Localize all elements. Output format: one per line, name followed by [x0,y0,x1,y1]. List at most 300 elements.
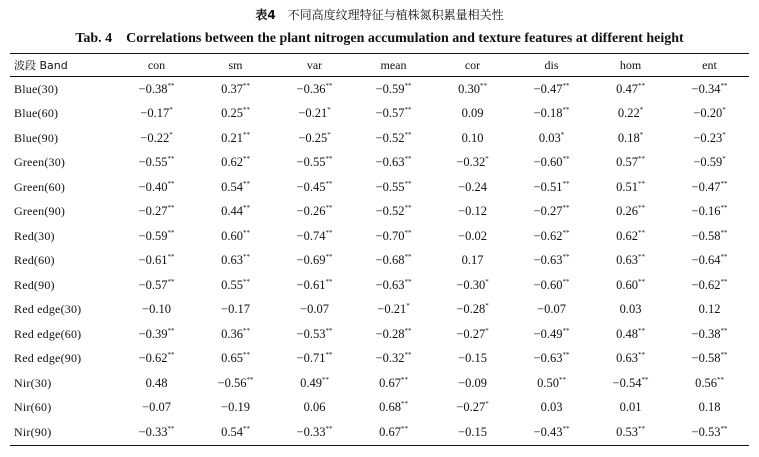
cell-con [117,396,196,421]
cell-ent [670,126,749,151]
column-header-band: 波段 Band [14,59,68,72]
significance-mark: ** [404,204,412,213]
cell-value: 0.03 [538,130,561,145]
cell-value: 0.17 [461,253,484,268]
significance-mark: ** [400,400,408,409]
cell-hom [591,77,670,102]
cell-value: −0.20 [693,106,723,121]
cell-sm [196,77,275,102]
cell-value: −0.43 [533,424,563,439]
cell-value: −0.34 [691,81,721,96]
significance-mark: ** [562,228,570,237]
cell-value: −0.69 [296,253,326,268]
cell-var [275,102,354,127]
cell-value: 0.65 [221,351,243,366]
column-header-sm: sm [228,57,243,72]
cell-value: −0.51 [533,179,563,194]
cell-value: −0.57 [138,277,168,292]
cell-dis [512,224,591,249]
cell-value: −0.30 [456,277,486,292]
significance-mark: ** [242,179,250,188]
cell-cor [433,396,512,421]
significance-mark: ** [167,351,175,360]
cell-value: −0.47 [533,81,563,96]
cell-value: −0.47 [691,179,721,194]
cell-value: 0.06 [303,400,326,415]
cell-value: −0.27 [456,326,486,341]
cell-value: −0.33 [138,424,168,439]
table-row [10,322,749,347]
significance-mark: ** [637,228,645,237]
cell-value: 0.53 [616,424,638,439]
cell-con [117,200,196,225]
cell-ent [670,224,749,249]
cell-ent [670,396,749,421]
cell-value: −0.54 [612,375,642,390]
cell-value: 0.62 [616,228,638,243]
cell-var [275,371,354,396]
cell-value: −0.52 [375,130,405,145]
cell-value: −0.59 [693,155,723,170]
significance-mark: ** [641,375,649,384]
cell-value: 0.22 [617,106,640,121]
cell-value: 0.63 [221,253,243,268]
table-row [10,151,749,176]
significance-mark: ** [562,155,570,164]
cell-dis [512,249,591,274]
cell-cor [433,249,512,274]
significance-mark: ** [325,204,333,213]
significance-mark: * [639,130,644,139]
significance-mark: ** [637,81,645,90]
cell-dis [512,420,591,445]
cell-value: 0.50 [537,375,559,390]
significance-mark: ** [404,253,412,262]
significance-mark: ** [720,179,728,188]
cell-value: 0.18 [698,400,721,415]
cell-value: −0.32 [456,155,486,170]
cell-value: 0.68 [379,400,401,415]
cell-cor [433,371,512,396]
correlation-table [10,53,749,446]
cell-con [117,298,196,323]
cell-dis [512,175,591,200]
significance-mark: * [722,130,726,139]
cell-value: −0.17 [140,106,170,121]
cell-value: 0.18 [617,130,640,145]
cell-hom [591,151,670,176]
table-number-cn: 表4 [255,8,276,22]
cell-value: −0.60 [533,277,563,292]
cell-value: 0.49 [300,375,322,390]
cell-value: 0.44 [221,204,243,219]
cell-value: −0.52 [375,204,405,219]
cell-value: −0.64 [691,253,721,268]
table-row [10,102,749,127]
cell-value: −0.59 [375,81,405,96]
cell-value: 0.10 [461,130,484,145]
significance-mark: ** [167,277,175,286]
significance-mark: ** [167,155,175,164]
cell-value: −0.25 [298,130,328,145]
cell-value: −0.36 [296,81,326,96]
row-band-label: Nir(90) [14,424,52,439]
cell-value: 0.01 [619,400,642,415]
cell-value: −0.60 [533,155,563,170]
significance-mark: ** [404,130,412,139]
table-caption-cn: 不同高度纹理特征与植株氮积累量相关性 [287,8,504,22]
cell-value: −0.02 [458,228,487,243]
cell-value: 0.63 [616,351,638,366]
cell-dis [512,102,591,127]
table-header-row [10,54,749,77]
cell-var [275,175,354,200]
significance-mark: ** [716,375,724,384]
significance-mark: ** [720,351,728,360]
cell-mean [354,322,433,347]
cell-var [275,396,354,421]
column-header-cor: cor [464,57,481,72]
row-band-label: Red edge(60) [14,326,82,341]
row-band-label: Red edge(30) [14,302,82,317]
cell-mean [354,77,433,102]
significance-mark: * [560,130,565,139]
table-title-chinese [0,7,759,23]
column-header-con: con [147,57,166,72]
cell-ent [670,77,749,102]
cell-value: −0.56 [217,375,247,390]
cell-var [275,322,354,347]
cell-value: −0.19 [221,400,250,415]
significance-mark: ** [167,253,175,262]
significance-mark: ** [637,424,645,433]
table-row [10,249,749,274]
cell-value: 0.03 [619,302,642,317]
cell-value: −0.74 [296,228,326,243]
significance-mark: ** [242,204,250,213]
cell-hom [591,102,670,127]
cell-value: 0.12 [698,302,721,317]
significance-mark: ** [404,326,412,335]
table-row [10,420,749,445]
cell-value: −0.15 [458,424,487,439]
cell-con [117,273,196,298]
cell-cor [433,420,512,445]
cell-dis [512,396,591,421]
cell-value: −0.33 [296,424,326,439]
cell-ent [670,200,749,225]
cell-mean [354,126,433,151]
cell-value: −0.49 [533,326,563,341]
table-row [10,77,749,102]
cell-value: −0.27 [456,400,486,415]
significance-mark: * [169,106,173,115]
significance-mark: * [327,106,331,115]
cell-mean [354,396,433,421]
cell-value: −0.21 [377,302,407,317]
cell-mean [354,175,433,200]
cell-hom [591,347,670,372]
cell-value: −0.12 [458,204,487,219]
significance-mark: ** [404,81,412,90]
significance-mark: ** [637,179,645,188]
significance-mark: * [722,155,726,164]
cell-value: 0.54 [221,424,243,439]
cell-cor [433,273,512,298]
cell-value: 0.48 [616,326,638,341]
cell-con [117,249,196,274]
column-header-dis: dis [544,57,559,72]
cell-value: −0.38 [138,81,168,96]
row-band-label: Green(30) [14,155,66,170]
cell-mean [354,371,433,396]
row-band-label: Nir(30) [14,375,52,390]
cell-value: −0.59 [138,228,168,243]
cell-var [275,224,354,249]
cell-value: 0.25 [221,106,243,121]
significance-mark: ** [167,81,175,90]
cell-hom [591,396,670,421]
cell-mean [354,151,433,176]
cell-hom [591,298,670,323]
cell-value: −0.17 [221,302,250,317]
cell-value: −0.18 [533,106,563,121]
cell-value: −0.07 [142,400,171,415]
significance-mark: * [485,326,489,335]
cell-value: 0.56 [695,375,717,390]
cell-con [117,371,196,396]
cell-sm [196,151,275,176]
cell-con [117,151,196,176]
table-number-en: Tab. 4 [75,31,113,46]
cell-ent [670,151,749,176]
column-header-ent: ent [702,57,717,72]
significance-mark: ** [637,326,645,335]
table-row [10,224,749,249]
cell-value: −0.62 [533,228,563,243]
cell-mean [354,347,433,372]
cell-con [117,224,196,249]
cell-value: −0.24 [458,179,487,194]
cell-value: 0.63 [616,253,638,268]
cell-value: −0.10 [142,302,171,317]
cell-value: −0.55 [375,179,405,194]
significance-mark: ** [404,277,412,286]
table-row [10,126,749,151]
cell-dis [512,273,591,298]
cell-value: 0.60 [616,277,638,292]
table-row [10,371,749,396]
significance-mark: ** [242,106,250,115]
significance-mark: ** [637,155,645,164]
cell-value: −0.45 [296,179,326,194]
significance-mark: ** [562,253,570,262]
significance-mark: ** [404,155,412,164]
significance-mark: * [485,155,489,164]
significance-mark: ** [242,253,250,262]
cell-value: 0.09 [461,106,484,121]
cell-cor [433,224,512,249]
cell-value: 0.67 [379,424,401,439]
cell-hom [591,200,670,225]
cell-cor [433,77,512,102]
cell-dis [512,347,591,372]
significance-mark: ** [479,81,487,90]
cell-cor [433,347,512,372]
cell-dis [512,371,591,396]
cell-dis [512,322,591,347]
cell-value: −0.61 [138,253,168,268]
significance-mark: ** [325,277,333,286]
cell-value: 0.67 [379,375,401,390]
cell-value: −0.63 [375,155,405,170]
cell-mean [354,224,433,249]
significance-mark: ** [325,351,333,360]
cell-hom [591,273,670,298]
significance-mark: ** [637,277,645,286]
cell-sm [196,396,275,421]
significance-mark: ** [720,424,728,433]
significance-mark: ** [404,228,412,237]
significance-mark: ** [167,326,175,335]
cell-value: −0.38 [691,326,721,341]
cell-sm [196,175,275,200]
cell-mean [354,273,433,298]
cell-ent [670,347,749,372]
cell-value: 0.48 [145,375,168,390]
significance-mark: * [169,130,173,139]
cell-value: 0.03 [540,400,563,415]
significance-mark: ** [325,326,333,335]
cell-value: 0.37 [221,81,243,96]
cell-value: 0.60 [221,228,243,243]
cell-sm [196,249,275,274]
table-row [10,273,749,298]
cell-value: −0.62 [691,277,721,292]
table-caption-en: Correlations between the plant nitrogen accumulation and texture features at different height [126,31,684,46]
cell-value: 0.47 [616,81,638,96]
significance-mark: ** [562,277,570,286]
significance-mark: * [406,302,410,311]
cell-var [275,273,354,298]
row-band-label: Blue(30) [14,81,59,96]
cell-value: 0.57 [616,155,638,170]
column-header-hom: hom [619,57,642,72]
row-band-label: Green(60) [14,179,66,194]
significance-mark: ** [242,326,250,335]
cell-dis [512,151,591,176]
cell-value: −0.55 [296,155,326,170]
significance-mark: ** [167,204,175,213]
cell-value: −0.27 [533,204,563,219]
cell-value: −0.22 [140,130,170,145]
cell-value: −0.55 [138,155,168,170]
cell-var [275,151,354,176]
cell-var [275,200,354,225]
cell-cor [433,298,512,323]
cell-hom [591,420,670,445]
cell-value: −0.58 [691,351,721,366]
cell-mean [354,200,433,225]
cell-value: −0.28 [456,302,486,317]
table-title-english [0,30,759,47]
cell-sm [196,273,275,298]
cell-value: −0.21 [298,106,328,121]
cell-value: −0.09 [458,375,487,390]
row-band-label: Blue(60) [14,106,59,121]
cell-var [275,298,354,323]
cell-ent [670,175,749,200]
significance-mark: ** [246,375,254,384]
cell-con [117,102,196,127]
cell-mean [354,249,433,274]
row-band-label: Green(90) [14,204,66,219]
cell-value: 0.36 [221,326,243,341]
cell-dis [512,77,591,102]
cell-value: −0.62 [138,351,168,366]
cell-con [117,322,196,347]
significance-mark: ** [325,81,333,90]
cell-mean [354,102,433,127]
cell-value: −0.71 [296,351,326,366]
column-header-var: var [306,57,323,72]
cell-value: 0.21 [221,130,243,145]
cell-value: −0.68 [375,253,405,268]
cell-hom [591,224,670,249]
significance-mark: ** [325,179,333,188]
significance-mark: ** [720,277,728,286]
table-body [10,77,749,446]
significance-mark: * [327,130,331,139]
cell-dis [512,200,591,225]
table-row [10,200,749,225]
cell-value: −0.53 [691,424,721,439]
significance-mark: ** [720,253,728,262]
cell-value: 0.26 [616,204,638,219]
significance-mark: ** [562,424,570,433]
cell-hom [591,175,670,200]
significance-mark: ** [637,253,645,262]
row-band-label: Red(60) [14,253,55,268]
significance-mark: ** [720,204,728,213]
cell-value: −0.27 [138,204,168,219]
significance-mark: ** [562,326,570,335]
cell-value: −0.57 [375,106,405,121]
cell-con [117,347,196,372]
cell-ent [670,420,749,445]
cell-con [117,77,196,102]
significance-mark: ** [558,375,566,384]
table-row [10,175,749,200]
cell-sm [196,224,275,249]
cell-var [275,126,354,151]
cell-value: −0.63 [375,277,405,292]
cell-cor [433,102,512,127]
cell-ent [670,322,749,347]
cell-value: 0.30 [458,81,480,96]
cell-cor [433,151,512,176]
cell-value: −0.28 [375,326,405,341]
significance-mark: ** [562,81,570,90]
cell-sm [196,200,275,225]
table-row [10,347,749,372]
cell-sm [196,102,275,127]
significance-mark: ** [400,375,408,384]
column-header-mean: mean [380,57,407,72]
cell-sm [196,126,275,151]
significance-mark: ** [404,106,412,115]
significance-mark: ** [242,81,250,90]
